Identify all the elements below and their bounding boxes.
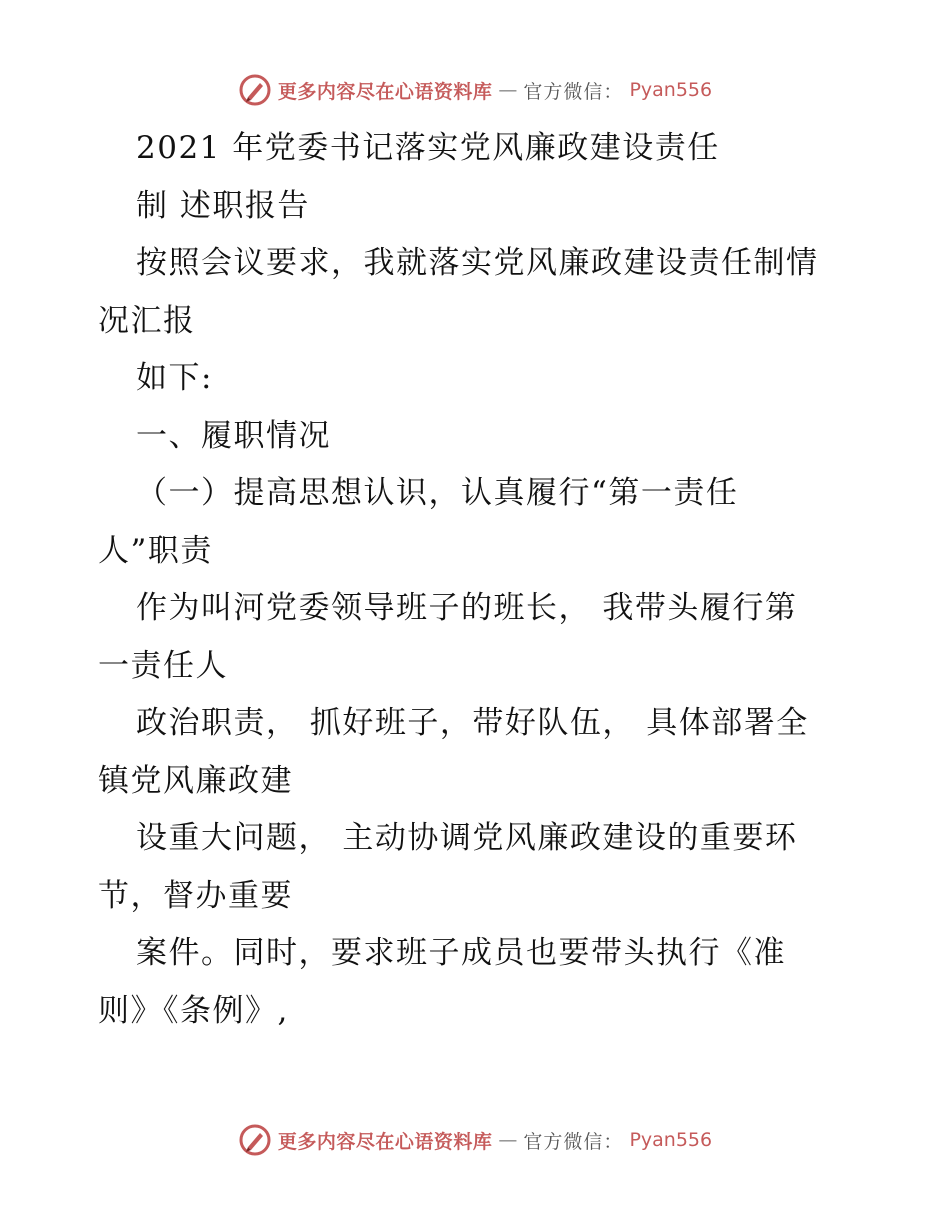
header-banner [0, 70, 950, 110]
doc-title-line-1: 2021 年党委书记落实党风廉政建设责任 [136, 130, 720, 166]
footer-wechat-id: Pyan556 [629, 1129, 713, 1151]
doc-subsection-heading: 人”职责 [98, 532, 213, 569]
header-wechat-id: Pyan556 [629, 79, 713, 101]
header-wechat-label: 官方微信： [523, 80, 624, 103]
header-banner-text: 更多内容尽在心语资料库 [277, 80, 493, 103]
footer-wechat-label: 官方微信： [523, 1130, 624, 1153]
footer-banner [0, 1120, 950, 1160]
header-banner-separator: — [498, 79, 518, 101]
doc-paragraph-line: 作为叫河党委领导班子的班长， 我带头履行第 [136, 590, 798, 626]
pen-logo-icon [238, 73, 272, 107]
doc-paragraph-line: 案件。同时，要求班子成员也要带头执行《准 [136, 935, 786, 971]
doc-paragraph-line: 一责任人 [98, 647, 228, 684]
doc-paragraph-line: 则》《条例》, [98, 992, 289, 1029]
doc-paragraph-line: 节，督办重要 [98, 877, 293, 914]
doc-paragraph-line: 按照会议要求，我就落实党风廉政建设责任制情 [136, 245, 819, 281]
document-body [98, 120, 878, 1040]
doc-paragraph-line: 如下: [136, 360, 213, 396]
doc-subsection-heading: （一）提高思想认识，认真履行“第一责任 [136, 475, 739, 511]
doc-paragraph-line: 政治职责， 抓好班子，带好队伍， 具体部署全 [136, 705, 809, 741]
doc-title-line-2: 制 述职报告 [136, 187, 310, 224]
doc-paragraph-line: 镇党风廉政建 [98, 762, 293, 799]
footer-banner-text: 更多内容尽在心语资料库 [277, 1130, 493, 1153]
doc-paragraph-line: 设重大问题， 主动协调党风廉政建设的重要环 [136, 820, 798, 856]
footer-banner-separator: — [498, 1129, 518, 1151]
doc-paragraph-line: 况汇报 [98, 302, 196, 339]
doc-section-heading: 一、履职情况 [136, 417, 331, 454]
pen-logo-icon [238, 1123, 272, 1157]
